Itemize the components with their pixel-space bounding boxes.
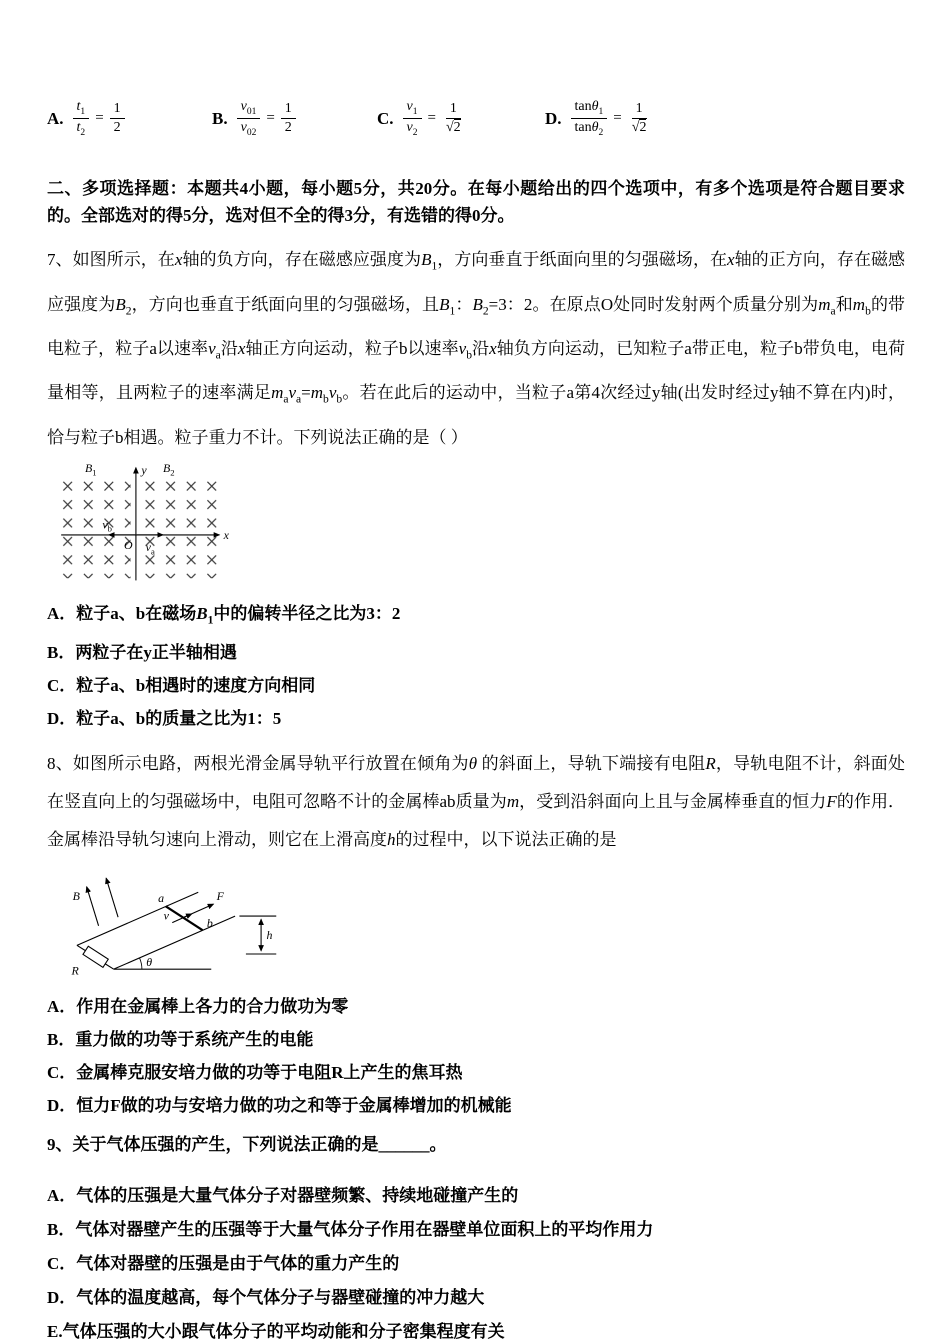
fraction-lhs	[237, 98, 261, 139]
q8-option-C: C．金属棒克服安培力做的功等于电阻R上产生的焦耳热	[47, 1063, 463, 1083]
equals-sign: =	[266, 110, 275, 127]
q7-option-D: D．粒子a、b的质量之比为1：5	[47, 709, 282, 729]
label-origin-O: O	[123, 537, 133, 552]
fraction-rhs	[628, 100, 651, 137]
field-region-B1	[61, 476, 130, 578]
equals-sign: =	[95, 110, 104, 127]
B-field-arrow	[106, 878, 118, 917]
label-theta: θ	[146, 955, 153, 970]
label-B: B	[72, 889, 80, 904]
label-F: F	[216, 889, 224, 904]
option-label-A: A.	[47, 108, 64, 128]
label-b: b	[206, 916, 213, 931]
label-v: v	[163, 908, 169, 923]
label-x-axis: x	[223, 528, 229, 543]
q9-option-E: E.气体压强的大小跟气体分子的平均动能和分子密集程度有关	[47, 1322, 505, 1342]
label-B1: $B_1$	[85, 460, 97, 478]
q9-option-D: D．气体的温度越高，每个气体分子与器壁碰撞的冲力越大	[47, 1288, 485, 1308]
label-a: a	[158, 891, 165, 906]
q7-option-A: A．粒子a、b在磁场$B_1$中的偏转半径之比为3：2	[47, 603, 401, 627]
q7-figure-magnetic-field-diagram	[59, 459, 241, 587]
label-R: R	[71, 963, 79, 978]
fraction-denominator: tanθ$_2$	[574, 120, 604, 138]
fraction-lhs	[571, 98, 608, 139]
fraction-lhs	[73, 98, 90, 139]
q7-option-C: C．粒子a、b相遇时的速度方向相同	[47, 676, 316, 696]
fraction-rhs	[281, 100, 296, 137]
q9-option-C: C．气体对器壁的压强是由于气体的重力产生的	[47, 1254, 400, 1274]
fraction-numerator: $t_1$	[73, 98, 90, 119]
q8-figure-inclined-rail-circuit	[57, 863, 307, 980]
formula-options-row	[47, 98, 905, 139]
fraction-numerator: 1	[632, 100, 647, 119]
q7-stem: 7、如图所示，在x轴的负方向，存在磁感应强度为$B_1$，方向垂直于纸面向里的匀强磁场，在x轴的正方向，存在磁感应强度为$B_2$，方向也垂直于纸面向里的匀强磁场，且$B_1$：$B_2=3$：2。在原点O处同时发射两个质量分别为$m_a$和$m_b$的带电粒子，粒子a以速率$v_a$沿x轴正方向运动，粒子b以速率$v_b$沿x轴负方向运动，已知粒子a带正电，粒子b带负电，电荷量相等，且两粒子的速率满足$m_av_a=m_bv_b$。若在此后的运动中，当粒子a第4次经过y轴(出发时经过y轴不算在内)时，恰与粒子b相遇。粒子重力不计。下列说法正确的是（ ）	[47, 250, 906, 447]
fraction-numerator: 1	[446, 100, 461, 119]
fraction-denominator: 2	[284, 120, 292, 136]
fraction-denominator: 2	[113, 120, 121, 136]
equals-sign: =	[613, 110, 622, 127]
option-label-D: D.	[545, 108, 562, 128]
fraction-denominator: √2	[631, 120, 647, 136]
fraction-numerator: 1	[281, 100, 296, 119]
label-y-axis: y	[141, 463, 147, 478]
q8-stem: 8、如图所示电路，两根光滑金属导轨平行放置在倾角为θ 的斜面上，导轨下端接有电阻R，导轨电阻不计，斜面处在竖直向上的匀强磁场中，电阻可忽略不计的金属棒ab质量为m，受到沿斜面向上且与金属棒垂直的恒力F的作用．金属棒沿导轨匀速向上滑动，则它在上滑高度h的过程中，以下说法正确的是	[47, 754, 906, 850]
fraction-denominator: $v_2$	[406, 120, 418, 138]
bottom-edge-segment	[77, 946, 86, 951]
fraction-denominator: $v_{02}$	[240, 120, 257, 138]
option-label-C: C.	[377, 108, 394, 128]
formula-option-B	[212, 98, 377, 139]
fraction-lhs	[403, 98, 422, 139]
q8-option-D: D．恒力F做的功与安培力做的功之和等于金属棒增加的机械能	[47, 1096, 512, 1116]
q8-option-A: A．作用在金属棒上各力的合力做功为零	[47, 997, 349, 1017]
section-2-header: 二、多项选择题：本题共4小题，每小题5分，共20分。在每小题给出的四个选项中，有多个选项是符合题目要求的。全部选对的得5分，选对但不全的得3分，有选错的得0分。	[47, 179, 905, 226]
q9-options	[47, 1179, 905, 1344]
theta-angle-arc	[140, 958, 142, 969]
fraction-numerator: tanθ$_1$	[571, 98, 608, 119]
field-region-B2	[144, 476, 224, 578]
label-h: h	[266, 928, 273, 943]
bottom-edge-segment	[105, 964, 114, 969]
fraction-rhs	[110, 100, 125, 137]
q9-option-A: A．气体的压强是大量气体分子对器壁频繁、持续地碰撞产生的	[47, 1186, 519, 1206]
fraction-numerator: $v_1$	[403, 98, 422, 119]
B-field-arrow	[87, 887, 99, 926]
formula-option-A	[47, 98, 212, 139]
option-label-B: B.	[212, 108, 228, 128]
label-va: $v_a$	[145, 540, 155, 557]
formula-option-C	[377, 98, 545, 139]
conducting-rod-ab	[163, 907, 203, 931]
rail-lower	[114, 916, 235, 969]
resistor-R	[83, 946, 108, 967]
q7-option-B: B．两粒子在y正半轴相遇	[47, 643, 237, 663]
fraction-rhs	[442, 100, 465, 137]
equals-sign: =	[427, 110, 436, 127]
q8-options	[47, 990, 905, 1122]
q7-options	[47, 597, 905, 735]
label-B2: $B_2$	[163, 460, 175, 478]
q9-stem: 9、关于气体压强的产生，下列说法正确的是______。	[47, 1135, 447, 1155]
label-vb: $v_b$	[102, 517, 112, 534]
fraction-denominator: $t_2$	[76, 120, 86, 138]
fraction-numerator: 1	[110, 100, 125, 119]
q9-option-B: B．气体对器壁产生的压强等于大量气体分子作用在器壁单位面积上的平均作用力	[47, 1220, 654, 1240]
fraction-denominator: √2	[445, 120, 461, 136]
fraction-numerator: $v_{01}$	[237, 98, 261, 119]
formula-option-D	[545, 98, 650, 139]
q8-option-B: B．重力做的功等于系统产生的电能	[47, 1030, 314, 1050]
